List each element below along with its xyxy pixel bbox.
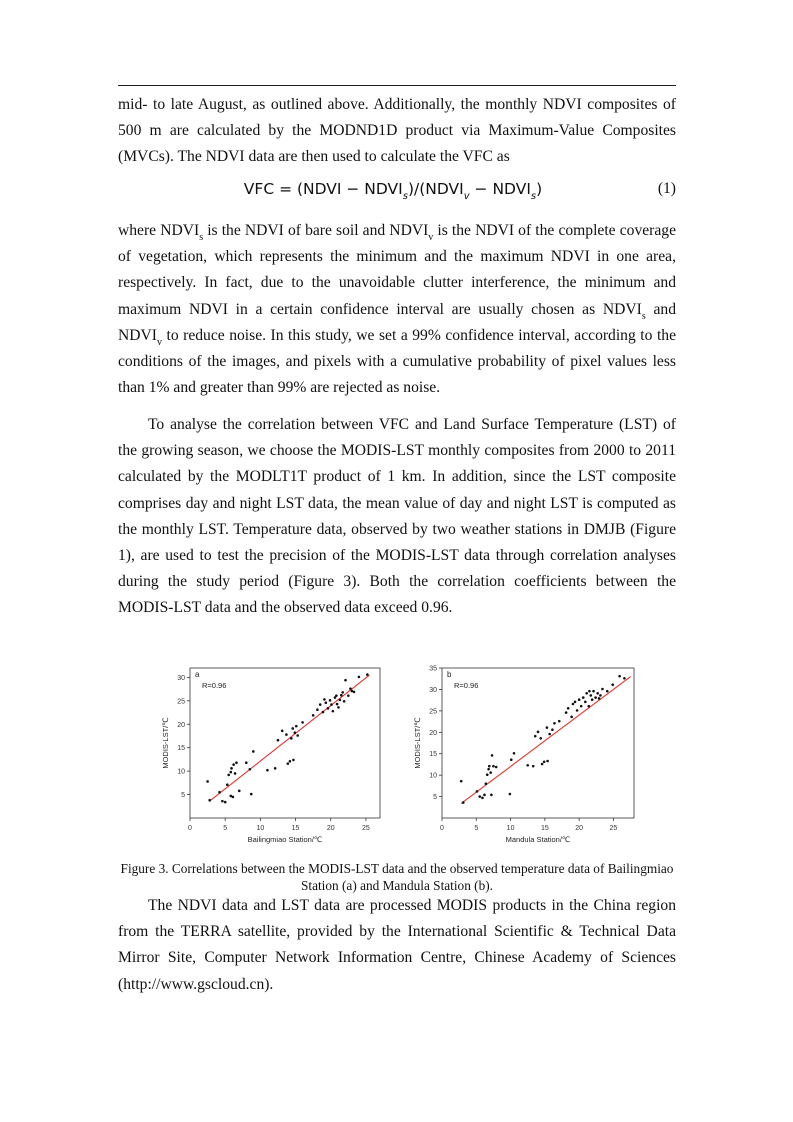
- equation-formula: VFC = (NDVI − $NDVI_s)/(NDVI_v$ − $NDVI_s$): [243, 180, 543, 203]
- y-tick-label: 25: [429, 708, 437, 716]
- data-point: [249, 768, 252, 771]
- data-point: [230, 771, 233, 774]
- y-tick-label: 5: [181, 792, 185, 800]
- data-point: [250, 793, 253, 796]
- x-tick-label: 20: [326, 825, 335, 832]
- data-point: [539, 737, 542, 740]
- data-point: [492, 765, 495, 768]
- data-point: [281, 730, 284, 733]
- data-point: [291, 727, 294, 730]
- data-point: [623, 677, 626, 680]
- paragraph-4: The NDVI data and LST data are processed MODIS products in the China region from the TERRA satellite, provided by the International Scientific & Technical Data Mirror Site, Computer Network Information Centre, Chinese Academy of Sciences (http://www.gscloud.cn).: [118, 897, 676, 993]
- data-point: [509, 793, 512, 796]
- data-point: [618, 675, 621, 678]
- data-point: [546, 726, 549, 729]
- data-point: [329, 699, 332, 702]
- data-point: [353, 691, 356, 694]
- data-point: [598, 697, 601, 700]
- data-point: [490, 794, 493, 797]
- chart-panel-a: [161, 668, 380, 844]
- data-point: [541, 763, 544, 766]
- data-point: [245, 761, 248, 764]
- y-tick-label: 25: [177, 698, 185, 706]
- regression-line: [209, 675, 369, 802]
- data-point: [290, 737, 293, 740]
- data-point: [347, 694, 350, 697]
- x-tick-label: 0: [188, 825, 192, 832]
- data-point: [578, 698, 581, 701]
- data-point: [252, 750, 255, 753]
- y-tick-label: 30: [429, 686, 437, 694]
- x-axis-label: Mandula Station/℃: [505, 835, 571, 844]
- plot-frame: [442, 668, 634, 818]
- data-point: [341, 691, 344, 694]
- data-point: [208, 799, 211, 802]
- data-point: [232, 796, 235, 799]
- data-point: [285, 733, 288, 736]
- x-tick-label: 15: [291, 825, 300, 832]
- data-point: [590, 694, 593, 697]
- data-point: [548, 733, 551, 736]
- data-point: [588, 690, 591, 693]
- data-point: [295, 725, 298, 728]
- panel-label: b: [447, 670, 452, 679]
- data-point: [343, 700, 346, 703]
- data-point: [551, 728, 554, 731]
- data-point: [277, 739, 280, 742]
- equation-1: [118, 178, 676, 208]
- data-point: [335, 694, 338, 697]
- y-tick-label: 35: [429, 665, 437, 673]
- correlation-annotation: R=0.96: [454, 681, 479, 690]
- data-point: [206, 780, 209, 783]
- data-point: [534, 735, 537, 738]
- data-point: [274, 767, 277, 770]
- data-point: [584, 701, 587, 704]
- data-point: [513, 752, 516, 755]
- paragraph-3: To analyse the correlation between VFC and Land Surface Temperature (LST) of the growing season, we choose the MODIS-LST monthly composites from 2000 to 2011 calculated by the MODLT1T product of 1 km. In addition, since the LST composite comprises day and night LST data, the mean value of day and night LST is computed as the monthly LST. Temperature data, observed by two weather stations in DMJB (Figure 1), are used to test the precision of the MODIS-LST data through correlation analyses during the study period (Figure 3). Both the correlation coefficients between the MODIS-LST data and the observed data exceed 0.96.: [118, 416, 676, 617]
- data-point: [339, 699, 342, 702]
- data-point: [224, 801, 227, 804]
- data-point: [340, 694, 343, 697]
- data-point: [611, 683, 614, 686]
- data-point: [323, 698, 326, 701]
- data-point: [594, 696, 597, 699]
- x-tick-label: 15: [540, 825, 549, 832]
- x-tick-label: 0: [440, 825, 444, 832]
- data-point: [232, 763, 235, 766]
- x-tick-label: 5: [223, 825, 228, 832]
- data-point: [336, 703, 339, 706]
- data-point: [495, 766, 498, 769]
- data-point: [344, 679, 347, 682]
- data-point: [462, 801, 465, 804]
- data-point: [580, 705, 583, 708]
- x-tick-label: 10: [256, 825, 265, 832]
- data-point: [526, 764, 529, 767]
- data-point: [485, 782, 488, 785]
- data-point: [567, 707, 570, 710]
- y-tick-label: 5: [433, 794, 437, 802]
- data-point: [510, 758, 513, 761]
- data-point: [358, 676, 361, 679]
- y-tick-label: 15: [177, 745, 185, 753]
- data-point: [592, 690, 595, 693]
- data-point: [565, 711, 568, 714]
- data-point: [546, 760, 549, 763]
- data-point: [301, 721, 304, 724]
- data-point: [585, 692, 588, 695]
- figure-caption: Figure 3. Correlations between the MODIS-LST data and the observed temperature data of Bailingmiao Station (a) and Mandula Station (b).: [120, 861, 674, 893]
- data-point: [325, 701, 328, 704]
- data-point: [572, 703, 575, 706]
- data-point: [337, 706, 340, 709]
- chart-panel-b: [413, 666, 634, 845]
- correlation-annotation: R=0.96: [202, 681, 227, 690]
- paragraph-1: mid- to late August, as outlined above. Additionally, the monthly NDVI composites of 500 m are calculated by the MODND1D product via Maximum-Value Composites (MVCs). The NDVI data are then used to calculate the VFC as: [118, 96, 676, 166]
- data-point: [587, 705, 590, 708]
- data-point: [606, 690, 609, 693]
- data-point: [601, 688, 604, 691]
- data-point: [296, 734, 299, 737]
- y-tick-label: 10: [429, 772, 437, 780]
- data-point: [319, 703, 322, 706]
- data-point: [238, 790, 241, 793]
- data-point: [312, 714, 315, 717]
- data-point: [349, 687, 352, 690]
- data-point: [487, 768, 490, 771]
- y-tick-label: 15: [429, 751, 437, 759]
- figure-3-charts: [148, 660, 648, 848]
- data-point: [558, 720, 561, 723]
- data-point: [289, 760, 292, 763]
- data-point: [460, 780, 463, 783]
- data-point: [327, 707, 330, 710]
- data-point: [570, 716, 573, 719]
- data-point: [491, 754, 494, 757]
- data-point: [483, 794, 486, 797]
- data-point: [316, 708, 319, 711]
- data-point: [218, 791, 221, 794]
- y-axis-label: MODIS-LST/℃: [413, 717, 422, 769]
- data-point: [486, 773, 489, 776]
- data-point: [599, 694, 602, 697]
- x-axis-label: Bailingmiao Station/℃: [247, 835, 323, 844]
- data-point: [332, 710, 335, 713]
- data-point: [574, 701, 577, 704]
- x-tick-label: 25: [609, 825, 618, 832]
- panel-label: a: [195, 670, 200, 679]
- data-point: [226, 783, 229, 786]
- data-point: [553, 722, 556, 725]
- header-rule: [118, 85, 676, 86]
- data-point: [235, 761, 238, 764]
- data-point: [221, 800, 224, 803]
- y-tick-label: 10: [177, 768, 185, 776]
- data-point: [234, 772, 237, 775]
- y-tick-label: 20: [177, 721, 185, 729]
- y-tick-label: 20: [429, 729, 437, 737]
- data-point: [481, 797, 484, 800]
- data-point: [227, 774, 230, 777]
- equation-number: (1): [657, 180, 676, 197]
- figure-3: [148, 660, 648, 848]
- data-point: [476, 790, 479, 793]
- data-point: [266, 769, 269, 772]
- data-point: [330, 703, 333, 706]
- data-point: [292, 759, 295, 762]
- x-tick-label: 25: [362, 825, 370, 832]
- data-point: [488, 765, 491, 768]
- data-point: [543, 761, 546, 764]
- x-tick-label: 10: [506, 825, 515, 832]
- data-point: [532, 765, 535, 768]
- data-point: [294, 731, 297, 734]
- y-tick-label: 30: [177, 674, 185, 682]
- x-tick-label: 5: [474, 825, 479, 832]
- data-point: [287, 762, 290, 765]
- data-point: [322, 711, 325, 714]
- data-point: [596, 692, 599, 695]
- data-point: [591, 698, 594, 701]
- data-point: [576, 709, 579, 712]
- data-point: [582, 696, 585, 699]
- data-point: [537, 731, 540, 734]
- data-point: [489, 771, 492, 774]
- x-tick-label: 20: [575, 825, 584, 832]
- data-point: [366, 673, 369, 676]
- data-point: [230, 767, 233, 770]
- paragraph-2: where $NDVI_s$ is the NDVI of bare soil and $NDVI_v$ is the NDVI of the complete coverage of vegetation, which represents the minimum and the maximum NDVI in one area, respectively. In fact, due to the unavoidable clutter interference, the minimum and maximum NDVI in a certain confidence interval are usually chosen as $NDVI_s$ and $NDVI_v$ to reduce noise. In this study, we set a 99% confidence interval, according to the conditions of the images, and pixels with a cumulative probability of pixel values less than 1% and greater than 99% are rejected as noise.: [118, 222, 677, 397]
- data-point: [478, 795, 481, 798]
- y-axis-label: MODIS-LST/℃: [161, 717, 170, 769]
